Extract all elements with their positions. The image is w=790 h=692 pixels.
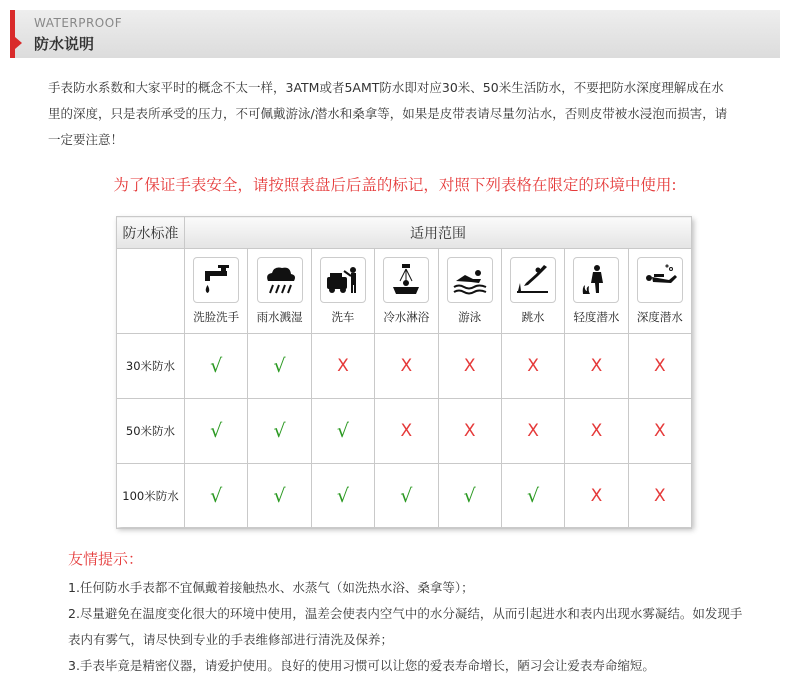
header-applicable-range: 适用范围 <box>185 217 692 249</box>
tip-item: 2.尽量避免在温度变化很大的环境中使用，温差会使表内空气中的水分凝结，从而引起进水和表内出现水雾凝结。如发现手表内有雾气，请尽快到专业的手表维修部进行清洗及保养； <box>68 606 743 647</box>
table-cell: X <box>565 334 628 399</box>
section-header <box>10 10 780 58</box>
table-cell: X <box>438 399 501 464</box>
header-arrow-icon <box>15 37 22 49</box>
row-label: 50米防水 <box>117 399 185 464</box>
column-rain <box>248 249 311 334</box>
usage-notice: 为了保证手表安全，请按照表盘后后盖的标记，对照下列表格在限定的环境中使用: <box>113 176 677 194</box>
table-cell: √ <box>185 399 248 464</box>
column-wash-face <box>185 249 248 334</box>
row-label: 30米防水 <box>117 334 185 399</box>
table-cell: √ <box>185 334 248 399</box>
waterproof-table-container <box>116 216 692 527</box>
empty-corner-cell <box>117 249 185 334</box>
tips-list <box>68 575 748 679</box>
table-cell: X <box>628 464 691 529</box>
faucet-icon <box>193 257 239 303</box>
table-cell: √ <box>185 464 248 529</box>
table-cell: √ <box>311 399 374 464</box>
column-cold-shower <box>375 249 438 334</box>
table-cell: √ <box>501 464 564 529</box>
column-label: 游泳 <box>458 310 482 324</box>
row-label: 100米防水 <box>117 464 185 529</box>
table-cell: X <box>565 399 628 464</box>
header-waterproof-standard: 防水标准 <box>117 217 185 249</box>
column-dive <box>501 249 564 334</box>
diver-jump-icon <box>510 257 556 303</box>
swimmer-icon <box>447 257 493 303</box>
table-cell: √ <box>248 334 311 399</box>
column-deep-diving <box>628 249 691 334</box>
table-cell: X <box>375 399 438 464</box>
table-cell: √ <box>248 399 311 464</box>
header-english-title: WATERPROOF <box>34 16 123 30</box>
table-cell: X <box>375 334 438 399</box>
rain-cloud-icon <box>257 257 303 303</box>
tip-item: 3.手表毕竟是精密仪器，请爱护使用。良好的使用习惯可以让您的爱表寿命增长，陋习会让爱表寿命缩短。 <box>68 658 655 673</box>
tips-title: 友情提示： <box>68 550 144 568</box>
table-cell: X <box>628 399 691 464</box>
table-cell: X <box>311 334 374 399</box>
tip-item: 1.任何防水手表都不宜佩戴着接触热水、水蒸气（如洗热水浴、桑拿等）； <box>68 580 474 595</box>
column-car-wash <box>311 249 374 334</box>
table-row <box>117 399 692 464</box>
table-cell: X <box>438 334 501 399</box>
table-cell: X <box>501 399 564 464</box>
column-label: 跳水 <box>521 310 545 324</box>
table-row <box>117 334 692 399</box>
table-cell: √ <box>438 464 501 529</box>
waterproof-table <box>116 216 692 529</box>
table-cell: √ <box>375 464 438 529</box>
car-wash-icon <box>320 257 366 303</box>
table-cell: √ <box>248 464 311 529</box>
column-label: 雨水溅湿 <box>256 310 303 324</box>
column-label: 深度潜水 <box>636 310 683 324</box>
table-cell: X <box>501 334 564 399</box>
table-row <box>117 464 692 529</box>
header-chinese-title: 防水说明 <box>34 35 95 53</box>
intro-paragraph: 手表防水系数和大家平时的概念不太一样，3ATM或者5AMT防水即对应30米、50米生活防水，不要把防水深度理解成在水里的深度，只是表所承受的压力，不可佩戴游泳/潜水和桑拿等，如果是皮带表请尽量勿沾水，否则皮带被水浸泡而损害，请一定要注意！ <box>48 80 728 147</box>
column-label: 轻度潜水 <box>573 310 620 324</box>
scuba-diver-icon <box>637 257 683 303</box>
snorkel-diver-icon <box>573 257 619 303</box>
table-cell: X <box>628 334 691 399</box>
header-accent-bar <box>10 10 15 58</box>
column-light-diving <box>565 249 628 334</box>
column-label: 洗车 <box>331 310 355 324</box>
column-label: 冷水淋浴 <box>383 310 430 324</box>
column-swim <box>438 249 501 334</box>
table-cell: √ <box>311 464 374 529</box>
table-cell: X <box>565 464 628 529</box>
column-label: 洗脸洗手 <box>193 310 240 324</box>
shower-icon <box>383 257 429 303</box>
